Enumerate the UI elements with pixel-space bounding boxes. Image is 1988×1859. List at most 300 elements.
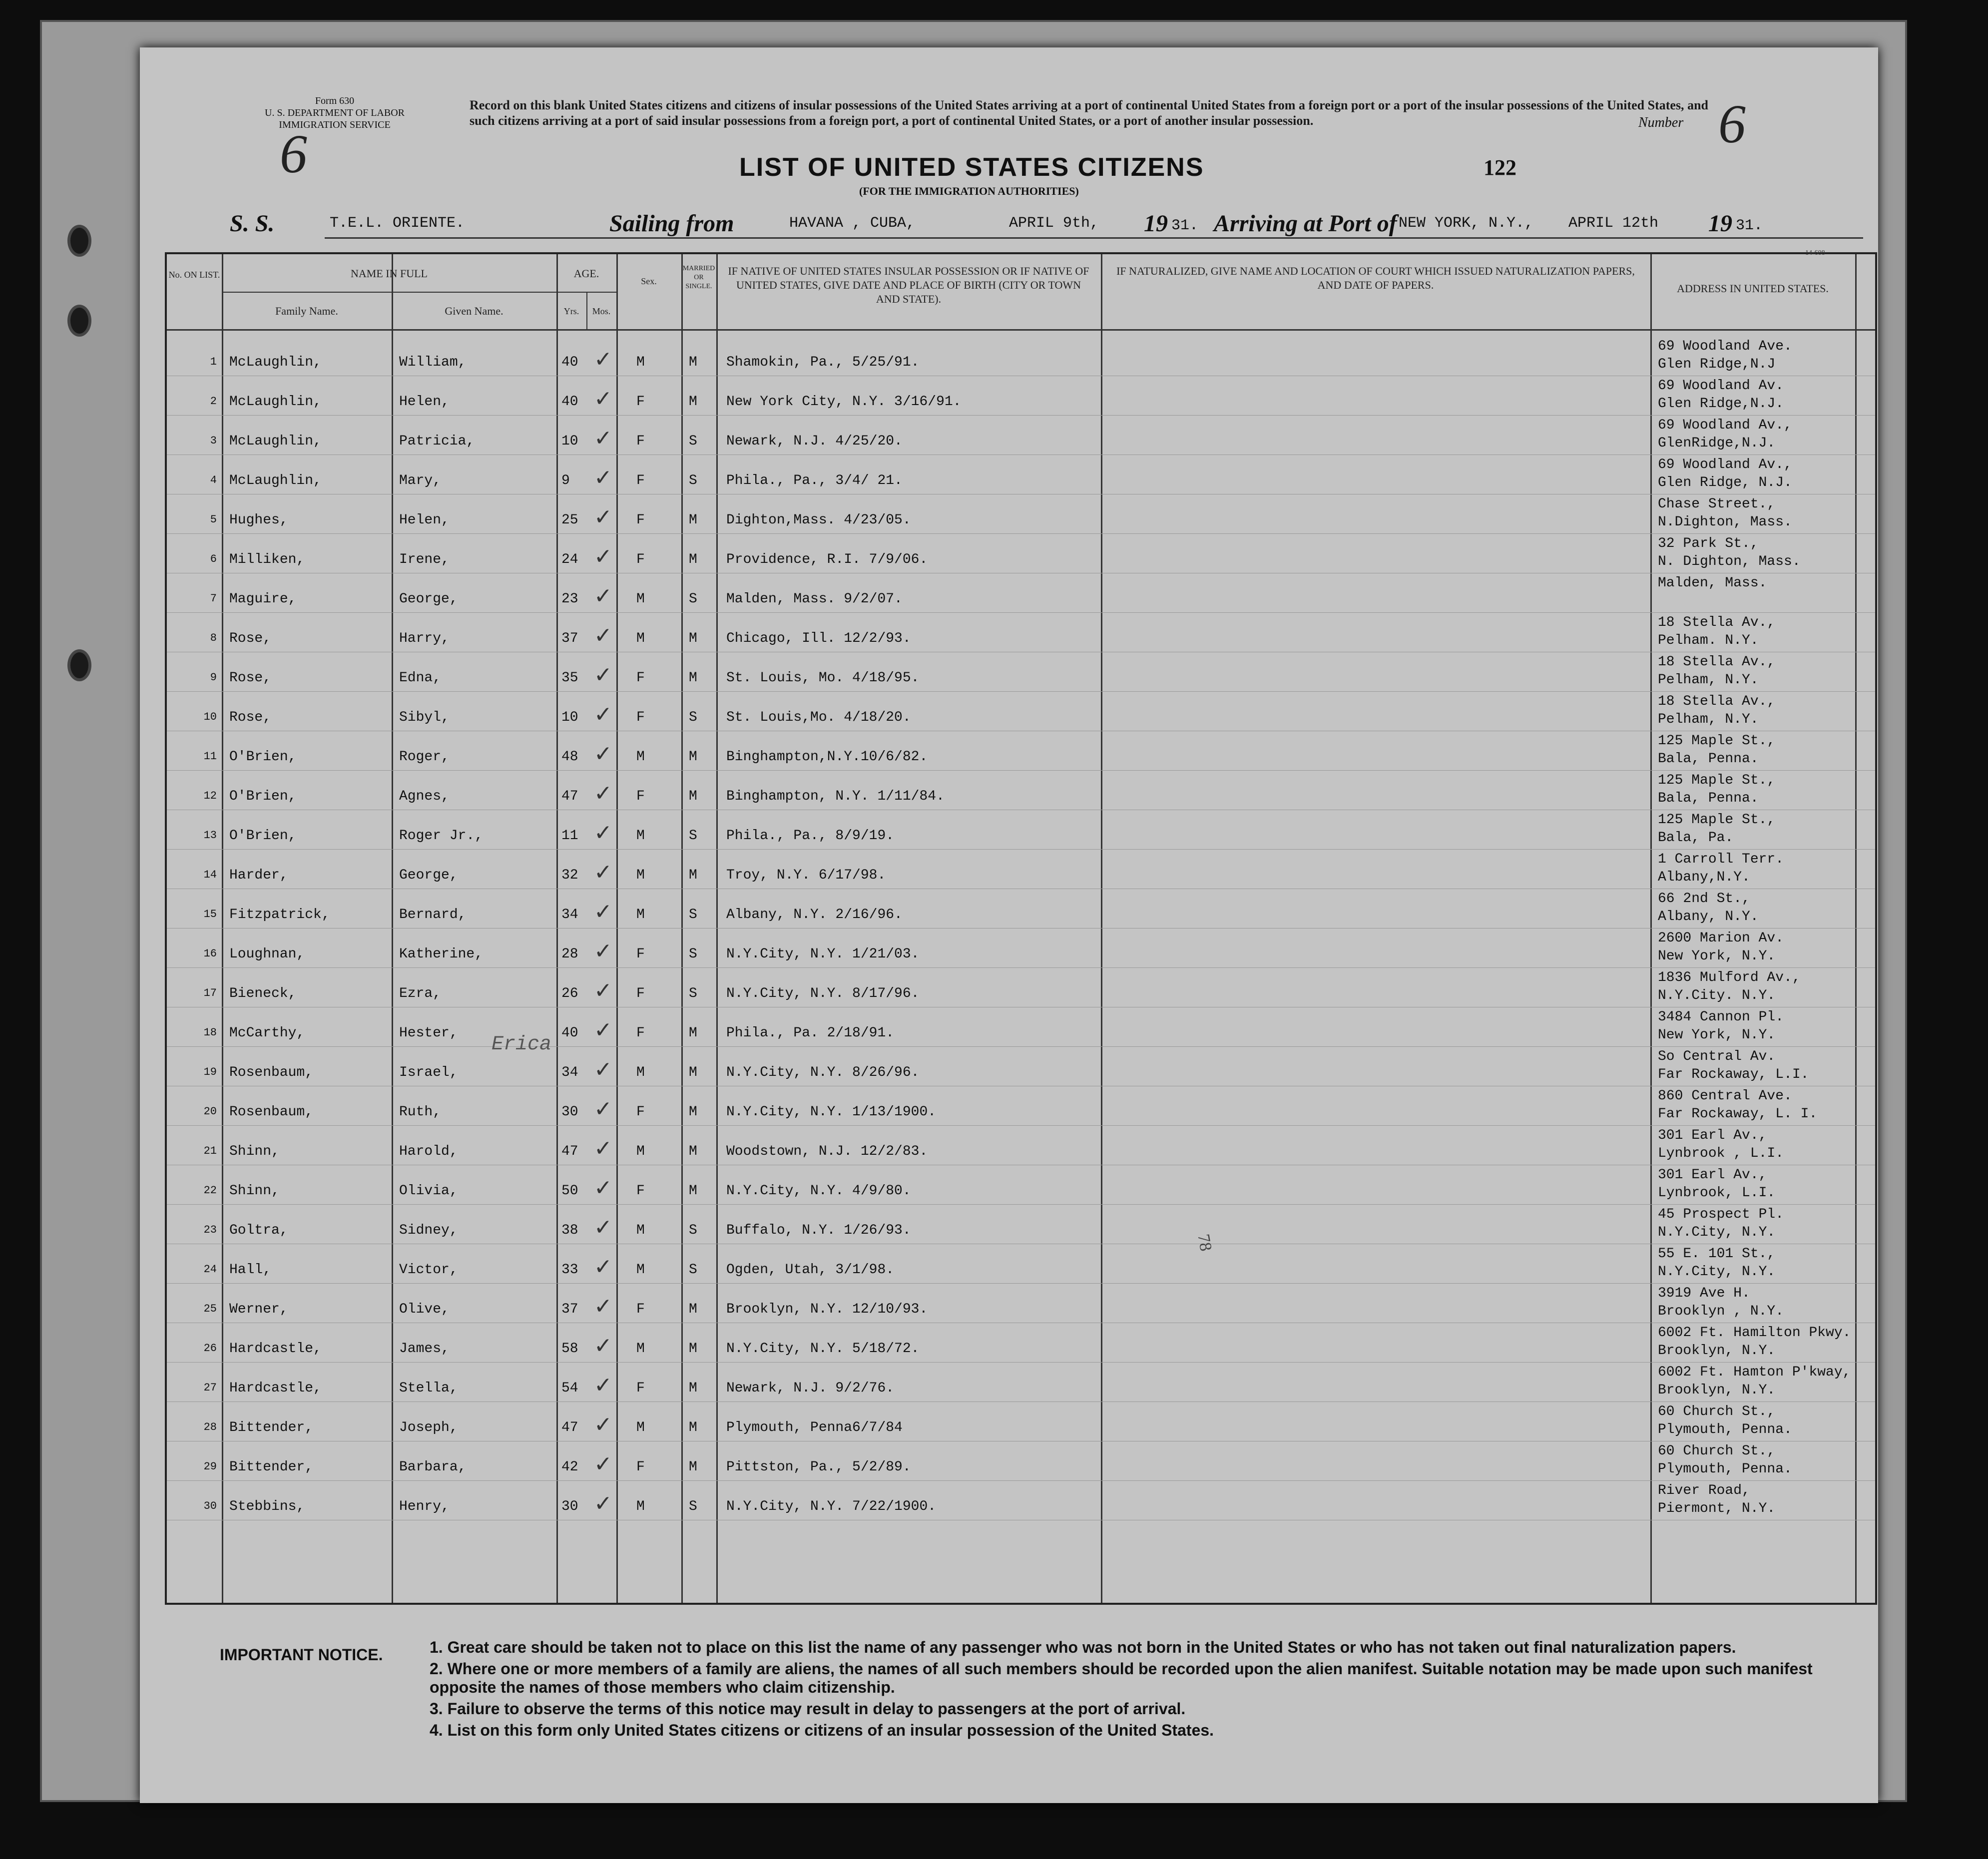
family-name: Hall,	[229, 1262, 272, 1278]
row-number: 2	[210, 395, 217, 408]
birth-place-date: Ogden, Utah, 3/1/98.	[726, 1262, 895, 1278]
family-name: McLaughlin,	[229, 434, 322, 449]
check-mark-icon: ✓	[594, 504, 612, 530]
address-line-1: 860 Central Ave.	[1658, 1088, 1792, 1104]
given-name: Katherine,	[399, 946, 484, 962]
header-naturalized: IF NATURALIZED, GIVE NAME AND LOCATION OF COURT WHICH ISSUED NATURALIZATION PAPERS, AND DATE OF PAPERS.	[1116, 265, 1635, 291]
birth-place-date: Phila., Pa. 2/18/91.	[726, 1025, 895, 1041]
table-row	[167, 613, 1875, 652]
age-years: 38	[561, 1223, 578, 1238]
table-row	[167, 1047, 1875, 1086]
sex: F	[636, 710, 645, 725]
address-line-1: 66 2nd St.,	[1658, 891, 1750, 907]
sex: M	[636, 1065, 645, 1080]
row-number: 6	[210, 553, 217, 565]
marital-status: M	[689, 355, 697, 370]
family-name: Bieneck,	[229, 986, 297, 1001]
sex: F	[636, 1183, 645, 1199]
birth-place-date: N.Y.City, N.Y. 7/22/1900.	[726, 1499, 937, 1514]
given-name: Patricia,	[399, 434, 475, 449]
birth-place-date: N.Y.City, N.Y. 8/26/96.	[726, 1065, 920, 1080]
given-name: Victor,	[399, 1262, 458, 1278]
family-name: Rose,	[229, 631, 272, 646]
age-years: 9	[561, 473, 570, 488]
address-line-2: N.Y.City, N.Y.	[1658, 1264, 1776, 1280]
form-agency-block	[240, 95, 430, 131]
given-name: Sidney,	[399, 1223, 458, 1238]
table-row	[167, 1086, 1875, 1126]
birth-place-date: St. Louis,Mo. 4/18/20.	[726, 710, 911, 725]
marital-status: M	[689, 512, 697, 528]
marital-status: S	[689, 591, 697, 607]
family-name: O'Brien,	[229, 789, 297, 804]
row-number: 5	[210, 513, 217, 526]
birth-place-date: Binghampton,N.Y.10/6/82.	[726, 749, 928, 765]
birth-place-date: N.Y.City, N.Y. 5/18/72.	[726, 1341, 920, 1357]
sailing-year: 31.	[1171, 217, 1199, 234]
small-code: 14-608	[1805, 249, 1825, 257]
row-number: 24	[203, 1263, 217, 1276]
family-name: Hughes,	[229, 512, 288, 528]
row-number: 18	[203, 1026, 217, 1039]
given-name: Helen,	[399, 512, 450, 528]
table-row	[167, 1205, 1875, 1244]
check-mark-icon: ✓	[594, 1254, 612, 1280]
row-number: 11	[203, 750, 217, 763]
sex: M	[636, 1262, 645, 1278]
family-name: Maguire,	[229, 591, 297, 607]
header-age: AGE.	[573, 267, 599, 280]
page-subtitle: (FOR THE IMMIGRATION AUTHORITIES)	[859, 185, 1079, 197]
address-line-1: 69 Woodland Av.	[1658, 378, 1784, 394]
address-line-2: Plymouth, Penna.	[1658, 1422, 1792, 1437]
sex: M	[636, 907, 645, 923]
check-mark-icon: ✓	[594, 1412, 612, 1437]
check-mark-icon: ✓	[594, 1017, 612, 1043]
age-years: 47	[561, 789, 578, 804]
check-mark-icon: ✓	[594, 820, 612, 846]
handwritten-correction: Erica	[492, 1033, 552, 1056]
birth-place-date: Newark, N.J. 9/2/76.	[726, 1381, 895, 1396]
family-name: Hardcastle,	[229, 1341, 322, 1357]
table-row	[167, 1441, 1875, 1481]
age-years: 25	[561, 512, 578, 528]
given-name: Hester,	[399, 1025, 458, 1041]
marital-status: M	[689, 552, 697, 567]
notice-item: 2. Where one or more members of a family are aliens, the names of all such members should be recorded upon the alien manifest. Suitable notation may be made upon such manifest opposite the names of those members who claim citizenship.	[430, 1660, 1813, 1696]
address-line-1: 60 Church St.,	[1658, 1404, 1776, 1419]
marital-status: M	[689, 1459, 697, 1475]
marital-status: S	[689, 473, 697, 488]
table-row	[167, 1165, 1875, 1205]
table-row	[167, 731, 1875, 771]
check-mark-icon: ✓	[594, 662, 612, 688]
table-row	[167, 1323, 1875, 1363]
family-name: Loughnan,	[229, 946, 305, 962]
row-number: 23	[203, 1224, 217, 1236]
check-mark-icon: ✓	[594, 1491, 612, 1516]
check-mark-icon: ✓	[594, 1136, 612, 1161]
age-years: 30	[561, 1104, 578, 1120]
header-given-name: Given Name.	[445, 305, 503, 317]
address-line-2: Brooklyn, N.Y.	[1658, 1343, 1776, 1359]
row-number: 4	[210, 474, 217, 486]
check-mark-icon: ✓	[594, 465, 612, 490]
given-name: Bernard,	[399, 907, 467, 923]
service: IMMIGRATION SERVICE	[279, 119, 391, 130]
row-number: 30	[203, 1500, 217, 1512]
birth-place-date: Phila., Pa., 3/4/ 21.	[726, 473, 903, 488]
row-number: 26	[203, 1342, 217, 1355]
age-years: 10	[561, 434, 578, 449]
row-number: 7	[210, 592, 217, 605]
given-name: Olive,	[399, 1302, 450, 1317]
family-name: Shinn,	[229, 1183, 280, 1199]
given-name: Mary,	[399, 473, 442, 488]
row-number: 19	[203, 1066, 217, 1078]
age-years: 10	[561, 710, 578, 725]
table-row	[167, 929, 1875, 968]
form-number: Form 630	[315, 95, 355, 106]
table-row	[167, 416, 1875, 455]
address-line-2: N.Y.City. N.Y.	[1658, 988, 1776, 1003]
sex: F	[636, 1302, 645, 1317]
check-mark-icon: ✓	[594, 978, 612, 1003]
age-years: 40	[561, 394, 578, 410]
table-row	[167, 692, 1875, 731]
marital-status: M	[689, 1420, 697, 1435]
table-row	[167, 494, 1875, 534]
header-yrs: Yrs.	[563, 306, 579, 316]
marital-status: M	[689, 670, 697, 686]
birth-place-date: Troy, N.Y. 6/17/98.	[726, 868, 886, 883]
sex: F	[636, 434, 645, 449]
marital-status: M	[689, 1144, 697, 1159]
table-row	[167, 810, 1875, 850]
row-number: 13	[203, 829, 217, 842]
family-name: Milliken,	[229, 552, 305, 567]
age-years: 48	[561, 749, 578, 765]
address-line-1: River Road,	[1658, 1483, 1750, 1498]
punch-hole	[67, 649, 91, 681]
marital-status: M	[689, 1025, 697, 1041]
sex: M	[636, 591, 645, 607]
row-number: 15	[203, 908, 217, 921]
address-line-2: Bala, Pa.	[1658, 830, 1734, 846]
address-line-1: 6002 Ft. Hamilton Pkwy.	[1658, 1325, 1851, 1341]
birth-place-date: Pittston, Pa., 5/2/89.	[726, 1459, 911, 1475]
address-line-2: Pelham, N.Y.	[1658, 712, 1759, 727]
address-line-1: So Central Av.	[1658, 1049, 1776, 1064]
birth-place-date: Dighton,Mass. 4/23/05.	[726, 512, 911, 528]
address-line-2: Glen Ridge,N.J.	[1658, 396, 1784, 412]
sex: F	[636, 552, 645, 567]
header-family-name: Family Name.	[275, 305, 338, 317]
marital-status: M	[689, 631, 697, 646]
age-years: 50	[561, 1183, 578, 1199]
punch-hole	[67, 225, 91, 257]
birth-place-date: Albany, N.Y. 2/16/96.	[726, 907, 903, 923]
marital-status: S	[689, 828, 697, 844]
family-name: Rose,	[229, 670, 272, 686]
address-line-2: Far Rockaway, L.I.	[1658, 1067, 1809, 1082]
table-row	[167, 455, 1875, 494]
address-line-2: New York, N.Y.	[1658, 948, 1776, 964]
sex: M	[636, 749, 645, 765]
birth-place-date: Woodstown, N.J. 12/2/83.	[726, 1144, 928, 1159]
birth-place-date: N.Y.City, N.Y. 1/13/1900.	[726, 1104, 937, 1120]
given-name: Joseph,	[399, 1420, 458, 1435]
family-name: McLaughlin,	[229, 355, 322, 370]
sex: M	[636, 1144, 645, 1159]
given-name: George,	[399, 868, 458, 883]
family-name: Rosenbaum,	[229, 1104, 314, 1120]
given-name: Harold,	[399, 1144, 458, 1159]
sex: M	[636, 1223, 645, 1238]
given-name: Ruth,	[399, 1104, 442, 1120]
address-line-1: 18 Stella Av.,	[1658, 615, 1776, 630]
row-number: 10	[203, 711, 217, 723]
row-number: 1	[210, 356, 217, 368]
sex: M	[636, 828, 645, 844]
check-mark-icon: ✓	[594, 623, 612, 648]
birth-place-date: N.Y.City, N.Y. 1/21/03.	[726, 946, 920, 962]
marital-status: S	[689, 710, 697, 725]
marital-status: S	[689, 907, 697, 923]
address-line-1: 32 Park St.,	[1658, 536, 1759, 551]
age-years: 24	[561, 552, 578, 567]
address-line-1: 1 Carroll Terr.	[1658, 852, 1784, 867]
row-number: 14	[203, 869, 217, 881]
preamble: Record on this blank United States citizens and citizens of insular possessions of the United States arriving at a port of continental United States from a foreign port or a port of the insular possessions of the United States, and such citizens arriving at a port of said insular possessions from a foreign port, a port of continental United States, or a port of another insular possession.	[470, 98, 1708, 128]
address-line-1: 301 Earl Av.,	[1658, 1167, 1767, 1183]
marital-status: S	[689, 1499, 697, 1514]
row-number: 3	[210, 435, 217, 447]
family-name: Werner,	[229, 1302, 288, 1317]
marital-status: S	[689, 1223, 697, 1238]
age-years: 37	[561, 1302, 578, 1317]
row-number: 8	[210, 632, 217, 644]
number-value: 6	[1718, 93, 1746, 154]
family-name: Bittender,	[229, 1420, 314, 1435]
address-line-2: N.Dighton, Mass.	[1658, 514, 1792, 530]
check-mark-icon: ✓	[594, 781, 612, 806]
birth-place-date: Buffalo, N.Y. 1/26/93.	[726, 1223, 911, 1238]
table-row	[167, 889, 1875, 929]
check-mark-icon: ✓	[594, 1333, 612, 1359]
address-line-1: 125 Maple St.,	[1658, 812, 1776, 828]
marital-status: M	[689, 749, 697, 765]
address-line-1: Chase Street.,	[1658, 496, 1776, 512]
sailing-year-prefix: 19	[1144, 210, 1168, 237]
family-name: McCarthy,	[229, 1025, 305, 1041]
arriving-label: Arriving at Port of	[1214, 210, 1397, 237]
sailing-from: HAVANA , CUBA,	[789, 215, 916, 232]
address-line-2: Pelham, N.Y.	[1658, 672, 1759, 688]
address-line-2: Piermont, N.Y.	[1658, 1501, 1776, 1516]
age-years: 47	[561, 1144, 578, 1159]
sex: F	[636, 473, 645, 488]
check-mark-icon: ✓	[594, 1294, 612, 1319]
sex: F	[636, 512, 645, 528]
birth-place-date: Brooklyn, N.Y. 12/10/93.	[726, 1302, 928, 1317]
birth-place-date: St. Louis, Mo. 4/18/95.	[726, 670, 920, 686]
age-years: 35	[561, 670, 578, 686]
marital-status: S	[689, 1262, 697, 1278]
table-row	[167, 1481, 1875, 1520]
family-name: Rose,	[229, 710, 272, 725]
check-mark-icon: ✓	[594, 1057, 612, 1082]
address-line-2: Lynbrook , L.I.	[1658, 1146, 1784, 1161]
table-row	[167, 534, 1875, 573]
given-name: George,	[399, 591, 458, 607]
address-line-2: Bala, Penna.	[1658, 751, 1759, 767]
marital-status: M	[689, 789, 697, 804]
manifest-page	[140, 47, 1878, 1803]
birth-place-date: Newark, N.J. 4/25/20.	[726, 434, 903, 449]
check-mark-icon: ✓	[594, 1451, 612, 1477]
birth-place-date: Shamokin, Pa., 5/25/91.	[726, 355, 920, 370]
family-name: Rosenbaum,	[229, 1065, 314, 1080]
manifest-table	[165, 249, 1877, 1605]
family-name: Harder,	[229, 868, 288, 883]
family-name: Shinn,	[229, 1144, 280, 1159]
family-name: McLaughlin,	[229, 394, 322, 410]
given-name: Sibyl,	[399, 710, 450, 725]
header-mos: Mos.	[592, 306, 611, 316]
address-line-1: 18 Stella Av.,	[1658, 694, 1776, 709]
age-years: 28	[561, 946, 578, 962]
family-name: McLaughlin,	[229, 473, 322, 488]
given-name: Olivia,	[399, 1183, 458, 1199]
table-row	[167, 850, 1875, 889]
sex: F	[636, 1104, 645, 1120]
notice-list	[430, 1638, 1838, 1740]
birth-place-date: Plymouth, Penna6/7/84	[726, 1420, 903, 1435]
given-name: Helen,	[399, 394, 450, 410]
header-subrule	[222, 292, 556, 293]
sex: F	[636, 670, 645, 686]
age-years: 40	[561, 1025, 578, 1041]
age-years: 30	[561, 1499, 578, 1514]
sex: F	[636, 1381, 645, 1396]
arriving-date: APRIL 12th	[1568, 215, 1659, 232]
age-years: 42	[561, 1459, 578, 1475]
sex: F	[636, 789, 645, 804]
marital-status: M	[689, 1104, 697, 1120]
row-number: 20	[203, 1105, 217, 1118]
birth-place-date: Chicago, Ill. 12/2/93.	[726, 631, 911, 646]
address-line-2: Plymouth, Penna.	[1658, 1461, 1792, 1477]
notice-label: IMPORTANT NOTICE.	[220, 1646, 383, 1664]
family-name: Hardcastle,	[229, 1381, 322, 1396]
table-row	[167, 573, 1875, 613]
row-number: 29	[203, 1460, 217, 1473]
birth-place-date: Phila., Pa., 8/9/19.	[726, 828, 895, 844]
check-mark-icon: ✓	[594, 583, 612, 609]
check-mark-icon: ✓	[594, 347, 612, 372]
table-row	[167, 1402, 1875, 1441]
marital-status: S	[689, 434, 697, 449]
header-rule	[167, 329, 1875, 331]
arriving-port: NEW YORK, N.Y.,	[1399, 215, 1534, 232]
age-years: 34	[561, 907, 578, 923]
row-number: 28	[203, 1421, 217, 1433]
sex: M	[636, 1499, 645, 1514]
given-name: James,	[399, 1341, 450, 1357]
sex: M	[636, 355, 645, 370]
age-years: 58	[561, 1341, 578, 1357]
sex: F	[636, 394, 645, 410]
age-years: 37	[561, 631, 578, 646]
given-name: Roger Jr.,	[399, 828, 484, 844]
check-mark-icon: ✓	[594, 702, 612, 727]
header-address: ADDRESS IN UNITED STATES.	[1677, 282, 1829, 295]
handwritten-number: 6	[280, 123, 307, 184]
check-mark-icon: ✓	[594, 386, 612, 412]
check-mark-icon: ✓	[594, 426, 612, 451]
sex: M	[636, 1341, 645, 1357]
address-line-1: 60 Church St.,	[1658, 1443, 1776, 1459]
check-mark-icon: ✓	[594, 938, 612, 964]
address-line-1: 69 Woodland Av.,	[1658, 457, 1792, 472]
page-title: LIST OF UNITED STATES CITIZENS	[739, 153, 1204, 182]
address-line-1: 69 Woodland Av.,	[1658, 418, 1792, 433]
address-line-2: Glen Ridge,N.J	[1658, 357, 1776, 372]
birth-place-date: New York City, N.Y. 3/16/91.	[726, 394, 962, 410]
address-line-2: Brooklyn, N.Y.	[1658, 1383, 1776, 1398]
family-name: Bittender,	[229, 1459, 314, 1475]
address-line-1: 69 Woodland Ave.	[1658, 339, 1792, 354]
age-years: 11	[561, 828, 578, 844]
header-name-in-full: NAME IN FULL	[351, 267, 428, 280]
address-line-1: 2600 Marion Av.	[1658, 930, 1784, 946]
arriving-year: 31.	[1736, 217, 1763, 234]
address-line-2: GlenRidge,N.J.	[1658, 436, 1776, 451]
birth-place-date: Providence, R.I. 7/9/06.	[726, 552, 928, 567]
family-name: Goltra,	[229, 1223, 288, 1238]
marital-status: S	[689, 986, 697, 1001]
address-line-2: Glen Ridge, N.J.	[1658, 475, 1792, 490]
address-line-1: 125 Maple St.,	[1658, 773, 1776, 788]
given-name: Henry,	[399, 1499, 450, 1514]
address-line-1: 1836 Mulford Av.,	[1658, 970, 1801, 985]
marital-status: M	[689, 1302, 697, 1317]
table-row	[167, 1363, 1875, 1402]
ship-name: T.E.L. ORIENTE.	[330, 215, 465, 232]
address-line-1: 301 Earl Av.,	[1658, 1128, 1767, 1143]
row-number: 9	[210, 671, 217, 684]
family-name: Stebbins,	[229, 1499, 305, 1514]
given-name: Roger,	[399, 749, 450, 765]
marital-status: M	[689, 1065, 697, 1080]
family-name: O'Brien,	[229, 749, 297, 765]
sex: M	[636, 631, 645, 646]
address-line-2: N.Y.City, N.Y.	[1658, 1225, 1776, 1240]
address-line-1: 125 Maple St.,	[1658, 733, 1776, 749]
address-line-2: Albany,N.Y.	[1658, 870, 1750, 885]
marital-status: S	[689, 946, 697, 962]
given-name: Irene,	[399, 552, 450, 567]
check-mark-icon: ✓	[594, 860, 612, 885]
given-name: Harry,	[399, 631, 450, 646]
address-line-2: Bala, Penna.	[1658, 791, 1759, 806]
age-years: 23	[561, 591, 578, 607]
sailing-label: Sailing from	[609, 210, 734, 237]
notice-item: 4. List on this form only United States citizens or citizens of an insular possession of the United States.	[430, 1721, 1214, 1739]
given-name: Ezra,	[399, 986, 442, 1001]
row-number: 12	[203, 790, 217, 802]
